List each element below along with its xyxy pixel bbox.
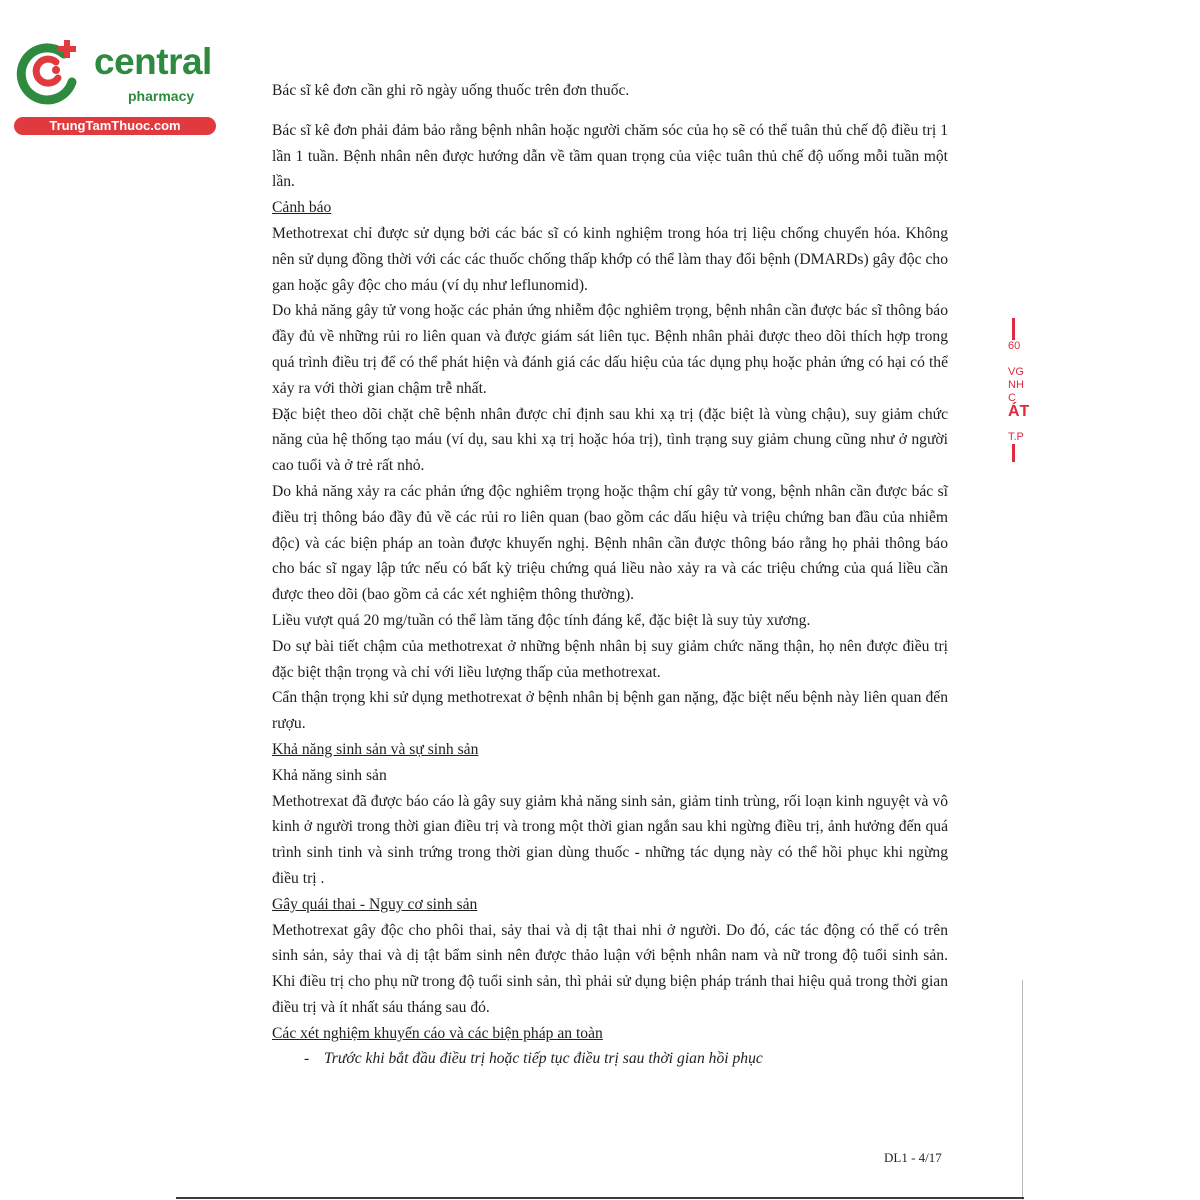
logo-subtitle: pharmacy bbox=[128, 88, 195, 104]
list-item bbox=[272, 1046, 948, 1072]
stamp-text: C bbox=[1008, 392, 1016, 404]
paragraph: Liều vượt quá 20 mg/tuần có thể làm tăng độc tính đáng kể, đặc biệt là suy tủy xương. bbox=[272, 611, 811, 629]
section-heading-teratogenicity: Gây quái thai - Nguy cơ sinh sản bbox=[272, 895, 478, 913]
red-stamp bbox=[1008, 318, 1034, 488]
paragraph: Do khả năng xảy ra các phản ứng độc nghiêm trọng hoặc thậm chí gây tử vong, bệnh nhân cần được bác sĩ điều trị thông báo đầy đủ về các rủi ro liên quan (bao gồm các dấu hiệu và triệu chứng ban đầu của nhiễm độc) và các biện pháp an toàn được khuyến nghị. Bệnh nhân cần được thông báo rằng họ phải thông báo cho bác sĩ ngay lập tức nếu có bất kỳ triệu chứng quá liều nào xảy ra và các triệu chứng của quá liều cần được theo dõi (bao gồm cả các xét nghiệm thông thường). bbox=[272, 482, 948, 604]
paragraph: Cẩn thận trọng khi sử dụng methotrexat ở bệnh nhân bị bệnh gan nặng, đặc biệt nếu bệnh này liên quan đến rượu. bbox=[272, 689, 948, 733]
stamp-text: NH bbox=[1008, 379, 1024, 391]
paragraph: Bác sĩ kê đơn cần ghi rõ ngày uống thuốc trên đơn thuốc. bbox=[272, 82, 630, 99]
scan-edge-right bbox=[1022, 980, 1023, 1200]
stamp-bar bbox=[1012, 444, 1015, 462]
logo-url: TrungTamThuoc.com bbox=[14, 117, 216, 135]
scan-edge-bottom bbox=[176, 1197, 1024, 1199]
stamp-bar bbox=[1012, 318, 1015, 340]
stamp-text: VG bbox=[1008, 366, 1024, 378]
paragraph: Methotrexat đã được báo cáo là gây suy giảm khả năng sinh sản, giảm tinh trùng, rối loạn kinh nguyệt và vô kinh ở người trong thời gian điều trị và trong một thời gian ngắn sau khi ngừng điều trị, ảnh hưởng đến quá trình sinh tinh và sinh trứng trong thời gian dùng thuốc - những tác dụng này có thể hồi phục khi ngừng điều trị . bbox=[272, 792, 948, 887]
stamp-text: ÁT bbox=[1008, 403, 1030, 420]
page-number: DL1 - 4/17 bbox=[884, 1150, 942, 1165]
stamp-text: 60 bbox=[1008, 340, 1021, 352]
bullet-dash: - bbox=[304, 1050, 310, 1068]
section-heading-tests: Các xét nghiệm khuyến cáo và các biện pháp an toàn bbox=[272, 1024, 603, 1042]
bullet-text: Trước khi bắt đầu điều trị hoặc tiếp tục điều trị sau thời gian hồi phục bbox=[324, 1050, 763, 1068]
paragraph: Methotrexat gây độc cho phôi thai, sảy thai và dị tật thai nhi ở người. Do đó, các tác động có thể có trên sinh sản, sảy thai và dị tật bẩm sinh nên được thảo luận với bệnh nhân nam và nữ trong độ tuổi sinh sản. Khi điều trị cho phụ nữ trong độ tuổi sinh sản, thì phải sử dụng biện pháp tránh thai hiệu quả trong thời gian điều trị và ít nhất sáu tháng sau đó. bbox=[272, 921, 948, 1016]
paragraph: Bác sĩ kê đơn phải đảm bảo rằng bệnh nhân hoặc người chăm sóc của họ sẽ có thể tuân thủ chế độ điều trị 1 lần 1 tuần. Bệnh nhân nên được hướng dẫn về tầm quan trọng của việc tuân thủ chế độ uống mỗi tuần một lần. bbox=[272, 121, 948, 191]
paragraph: Đặc biệt theo dõi chặt chẽ bệnh nhân được chỉ định sau khi xạ trị (đặc biệt là vùng chậu), suy giảm chức năng của hệ thống tạo máu (ví dụ, sau khi xạ trị hoặc hóa trị), tình trạng suy giảm chung cũng như ở người cao tuổi và ở trẻ rất nhỏ. bbox=[272, 405, 948, 475]
subheading: Khả năng sinh sản bbox=[272, 766, 387, 784]
document-body bbox=[272, 78, 948, 1072]
stamp-text: T.P bbox=[1008, 431, 1024, 443]
section-heading-warning: Cảnh báo bbox=[272, 199, 332, 217]
central-pharmacy-logo bbox=[8, 36, 218, 136]
logo-name: central bbox=[94, 41, 212, 82]
paragraph: Methotrexat chỉ được sử dụng bởi các bác sĩ có kinh nghiệm trong hóa trị liệu chống chuyển hóa. Không nên sử dụng đồng thời với các các thuốc chống thấp khớp có thể làm thay đổi bệnh (DMARDs) gây độc cho gan hoặc gây độc cho máu (ví dụ như leflunomid). bbox=[272, 224, 948, 294]
pharmacy-cross-logo-icon bbox=[12, 36, 82, 106]
section-heading-fertility: Khả năng sinh sản và sự sinh sản bbox=[272, 740, 479, 758]
paragraph: Do sự bài tiết chậm của methotrexat ở những bệnh nhân bị suy giảm chức năng thận, họ nên được điều trị đặc biệt thận trọng và chỉ với liều lượng thấp của methotrexat. bbox=[272, 637, 948, 681]
paragraph: Do khả năng gây tử vong hoặc các phản ứng nhiễm độc nghiêm trọng, bệnh nhân cần được bác sĩ thông báo đầy đủ về những rủi ro liên quan và được giám sát liên tục. Bệnh nhân phải được theo dõi thích hợp trong quá trình điều trị để có thể phát hiện và đánh giá các dấu hiệu của tác dụng phụ hoặc phản ứng có hại có thể xảy ra với thời gian chậm trễ nhất. bbox=[272, 302, 948, 397]
